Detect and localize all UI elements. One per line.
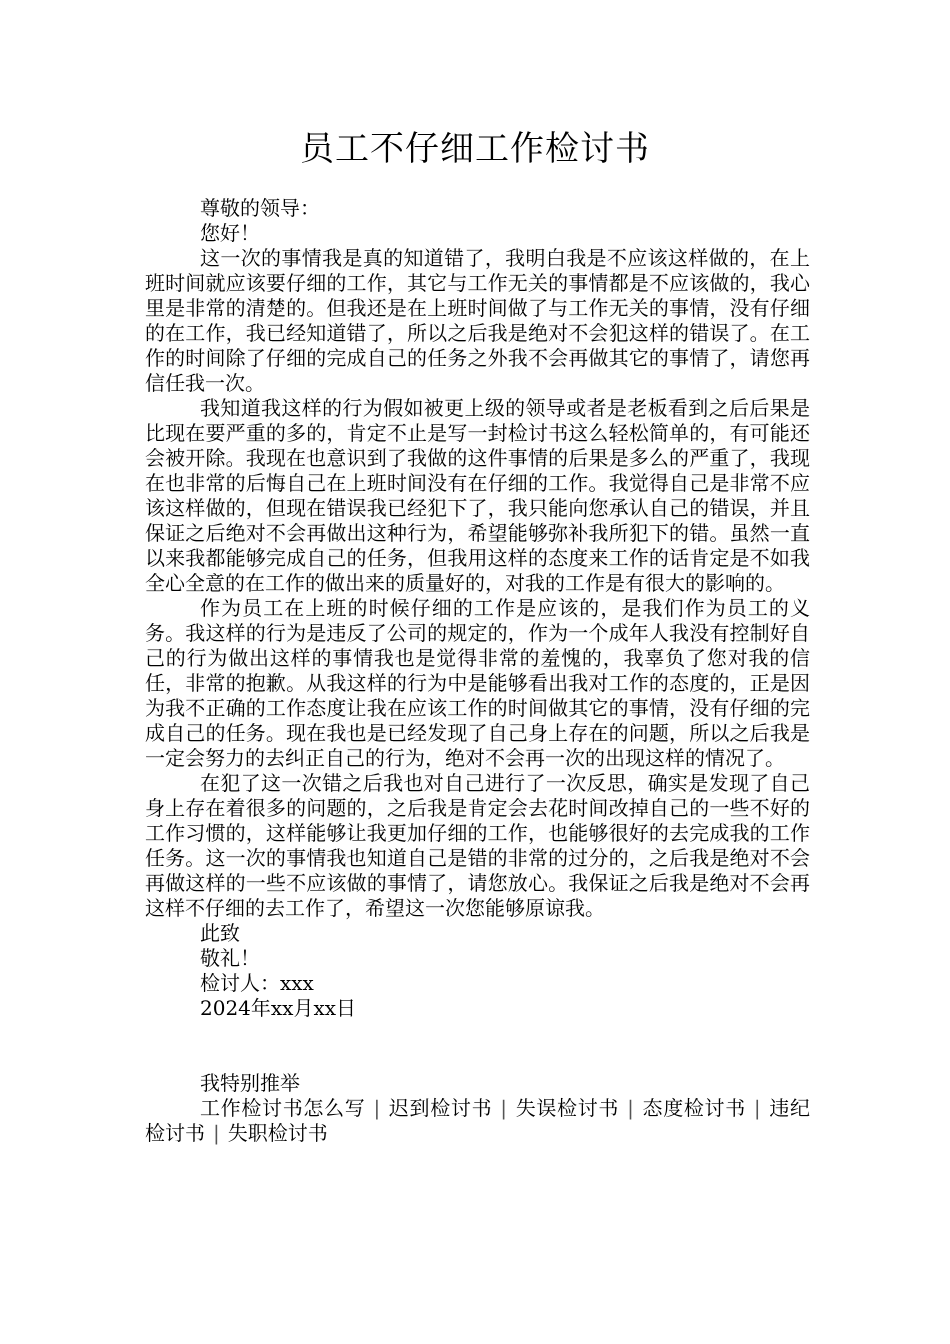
salutation: 尊敬的领导： (200, 196, 320, 220)
document-title: 员工不仔细工作检讨书 (300, 129, 650, 169)
paragraph: 这一次的事情我是真的知道错了，我明白我是不应该这样做的，在上班时间就应该要仔细的工作，其它与工作无关的事情都是不应该做的，我心里是非常的清楚的。但我还是在上班时间做了与工作无关的事情，没有仔细的在工作，我已经知道错了，所以之后我是绝对不会犯这样的错误了。在工作的时间除了仔细的完成自己的任务之外我不会再做其它的事情了，请您再信任我一次。 (145, 246, 810, 395)
spacer (145, 1021, 810, 1071)
link-separator: | (373, 1096, 381, 1120)
signer: 检讨人：xxx (200, 971, 314, 995)
link-separator: | (500, 1096, 508, 1120)
closing-salute: 敬礼！ (200, 946, 260, 970)
link-separator: | (213, 1121, 220, 1145)
recommend-link[interactable]: 违纪检讨书 (145, 1096, 811, 1145)
recommend-link[interactable]: 失误检讨书 (515, 1096, 620, 1120)
recommend-links (145, 1096, 810, 1146)
greeting: 您好！ (200, 221, 260, 245)
document-body (145, 196, 810, 1146)
date: 2024年xx月xx日 (200, 996, 357, 1020)
link-separator: | (753, 1096, 761, 1120)
recommend-link[interactable]: 失职检讨书 (227, 1121, 328, 1145)
closing-line: 此致 (200, 921, 240, 945)
recommend-heading: 我特别推举 (200, 1071, 300, 1095)
recommend-link[interactable]: 态度检讨书 (641, 1096, 746, 1120)
paragraph: 作为员工在上班的时候仔细的工作是应该的，是我们作为员工的义务。我这样的行为是违反了公司的规定的，作为一个成年人我没有控制好自己的行为做出这样的事情我也是觉得非常的羞愧的，我辜负了您对我的信任，非常的抱歉。从我这样的行为中是能够看出我对工作的态度的，正是因为我不正确的工作态度让我在应该工作的时间做其它的事情，没有仔细的完成自己的任务。现在我也是已经发现了自己身上存在的问题，所以之后我是一定会努力的去纠正自己的行为，绝对不会再一次的出现这样的情况了。 (145, 596, 810, 770)
recommend-link[interactable]: 工作检讨书怎么写 (200, 1096, 366, 1120)
link-separator: | (627, 1096, 634, 1120)
paragraph: 在犯了这一次错之后我也对自己进行了一次反思，确实是发现了自己身上存在着很多的问题的，之后我是肯定会去花时间改掉自己的一些不好的工作习惯的，这样能够让我更加仔细的工作，也能够很好的去完成我的工作任务。这一次的事情我也知道自己是错的非常的过分的，之后我是绝对不会再做这样的一些不应该做的事情了，请您放心。我保证之后我是绝对不会再这样不仔细的去工作了，希望这一次您能够原谅我。 (145, 771, 810, 920)
paragraph: 我知道我这样的行为假如被更上级的领导或者是老板看到之后后果是比现在要严重的多的，肯定不止是写一封检讨书这么轻松简单的，有可能还会被开除。我现在也意识到了我做的这件事情的后果是多么的严重了，我现在也非常的后悔自己在上班时间没有在仔细的工作。我觉得自己是非常不应该这样做的，但现在错误我已经犯下了，我只能向您承认自己的错误，并且保证之后绝对不会再做出这种行为，希望能够弥补我所犯下的错。虽然一直以来我都能够完成自己的任务，但我用这样的态度来工作的话肯定是不如我全心全意的在工作的做出来的质量好的，对我的工作是有很大的影响的。 (145, 396, 810, 595)
recommend-link[interactable]: 迟到检讨书 (388, 1096, 493, 1120)
